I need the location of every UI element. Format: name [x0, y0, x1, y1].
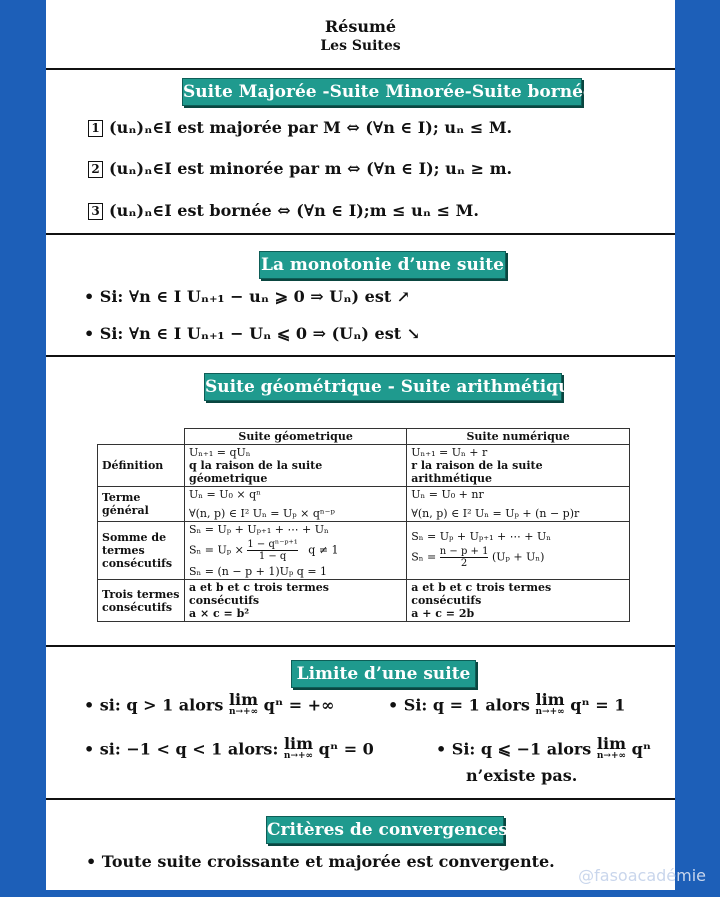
- cell-line: [189, 536, 402, 565]
- watermark: @fasoacadémie: [578, 866, 706, 885]
- bounded-item-2-text: (uₙ)ₙ∈I est minorée par m ⇔ (∀n ∈ I); uₙ ≥ m.: [109, 159, 513, 178]
- divider: [46, 68, 675, 70]
- table-cell: [185, 487, 407, 522]
- column-header: Suite numérique: [407, 429, 630, 445]
- sequence-table: [97, 428, 630, 622]
- denominator: 2: [460, 557, 468, 569]
- section-title-convergence: Critères de convergences: [266, 816, 504, 844]
- bounded-item-3-text: (uₙ)ₙ∈I est bornée ⇔ (∀n ∈ I);m ≤ uₙ ≤ M.: [109, 201, 479, 220]
- limit-operator: [283, 734, 314, 762]
- lim-subscript: n→+∞: [596, 751, 627, 761]
- limit-item-2: [388, 690, 626, 718]
- lim-subscript: n→+∞: [535, 707, 565, 717]
- lim-subscript: n→+∞: [283, 751, 314, 761]
- table-row: [98, 522, 630, 580]
- divider: [46, 798, 675, 800]
- fraction: [440, 546, 489, 569]
- cell-line: ∀(n, p) ∈ I² Uₙ = Uₚ × qⁿ⁻ᵖ: [189, 507, 335, 520]
- table-row: [98, 445, 630, 487]
- cell-line: a + c = 2b: [411, 607, 475, 620]
- limit-item-3: [84, 734, 374, 762]
- table-cell: [407, 580, 630, 622]
- cell-line: r la raison de la suite arithmétique: [411, 459, 543, 485]
- lim-word: lim: [535, 690, 565, 709]
- page-title: Résumé: [324, 17, 397, 36]
- item-number: 2: [88, 161, 103, 178]
- limit-operator: [596, 734, 627, 762]
- table-row: [98, 487, 630, 522]
- table-cell: [185, 445, 407, 487]
- formula-part: Sₙ = Uₚ ×: [189, 543, 244, 557]
- limit-result: qⁿ = +∞: [263, 695, 335, 715]
- row-header: Trois termes consécutifs: [98, 580, 185, 622]
- cell-line: ∀(n, p) ∈ I² Uₙ = Uₚ + (n − p)r: [411, 507, 580, 520]
- limit-item-4: [436, 734, 652, 762]
- limit-condition: • Si: q = 1 alors: [388, 695, 530, 715]
- divider: [46, 645, 675, 647]
- bounded-item-1-text: (uₙ)ₙ∈I est majorée par M ⇔ (∀n ∈ I); uₙ ≤ M.: [109, 118, 513, 137]
- row-header: Somme de termes consécutifs: [98, 522, 185, 580]
- column-header: Suite géometrique: [185, 429, 407, 445]
- cell-line: [411, 543, 625, 572]
- numerator: 1 − qⁿ⁻ᵖ⁺¹: [247, 539, 298, 550]
- divider: [46, 233, 675, 235]
- limit-condition: • Si: q ⩽ −1 alors: [436, 739, 592, 759]
- table-cell: [407, 487, 630, 522]
- denominator: 1 − q: [258, 551, 287, 562]
- limit-condition: • si: −1 < q < 1 alors:: [84, 739, 279, 759]
- limit-result: qⁿ = 0: [318, 739, 374, 759]
- lim-word: lim: [596, 734, 626, 753]
- monotone-item-1: • Si: ∀n ∈ I Uₙ₊₁ − uₙ ⩾ 0 ⇒ Uₙ) est ↗: [84, 287, 411, 306]
- limit-item-4-note: n’existe pas.: [466, 766, 578, 785]
- convergence-item: • Toute suite croissante et majorée est convergente.: [86, 852, 555, 871]
- divider: [46, 355, 675, 357]
- section-title-bounded: Suite Majorée -Suite Minorée-Suite bornée: [182, 78, 582, 106]
- cell-line: Uₙ₊₁ = qUₙ: [189, 446, 251, 459]
- numerator: n − p + 1: [439, 545, 489, 557]
- cell-line: a et b et c trois termes consécutifs: [411, 581, 552, 607]
- lim-subscript: n→+∞: [228, 707, 259, 717]
- cell-line: a × c = b²: [189, 607, 250, 620]
- cell-line: Uₙ = U₀ × qⁿ: [189, 488, 261, 501]
- table-cell: [407, 522, 630, 580]
- item-number: 1: [88, 120, 103, 137]
- lim-word: lim: [228, 690, 259, 709]
- cell-line: Sₙ = (n − p + 1)Uₚ q = 1: [189, 565, 328, 578]
- monotone-item-2: • Si: ∀n ∈ I Uₙ₊₁ − Uₙ ⩽ 0 ⇒ (Uₙ) est ↘: [84, 324, 421, 343]
- lim-word: lim: [283, 734, 314, 753]
- cell-line: Sₙ = Uₚ + Uₚ₊₁ + ⋯ + Uₙ: [189, 523, 329, 536]
- row-header: Terme général: [98, 487, 185, 522]
- section-title-geometric: Suite géométrique - Suite arithmétique: [204, 373, 562, 401]
- item-number: 3: [88, 203, 103, 220]
- cell-line: Uₙ = U₀ + nr: [411, 488, 484, 501]
- limit-item-1: [84, 690, 335, 718]
- formula-part: q ≠ 1: [308, 543, 339, 557]
- page-subtitle: Les Suites: [320, 38, 401, 54]
- limit-operator: [535, 690, 565, 718]
- bounded-item-3: [88, 201, 479, 220]
- row-header: Définition: [98, 445, 185, 487]
- cell-line: Sₙ = Uₚ + Uₚ₊₁ + ⋯ + Uₙ: [411, 529, 551, 543]
- section-title-limit: Limite d’une suite: [291, 660, 476, 688]
- table-row: [98, 429, 630, 445]
- bounded-item-2: [88, 159, 512, 178]
- limit-condition: • si: q > 1 alors: [84, 695, 224, 715]
- table-cell: [185, 522, 407, 580]
- bounded-item-1: [88, 118, 512, 137]
- limit-result: qⁿ = 1: [570, 695, 626, 715]
- section-title-monotone: La monotonie d’une suite: [259, 251, 506, 279]
- cell-line: Uₙ₊₁ = Uₙ + r: [411, 446, 488, 459]
- cell-line: a et b et c trois termes consécutifs: [189, 581, 329, 607]
- limit-result: qⁿ: [631, 739, 652, 759]
- table-cell: [407, 445, 630, 487]
- cell-line: q la raison de la suite géometrique: [189, 459, 323, 485]
- table-row: [98, 580, 630, 622]
- table-cell: [185, 580, 407, 622]
- formula-part: Sₙ =: [411, 550, 437, 563]
- formula-part: (Uₚ + Uₙ): [491, 550, 545, 563]
- limit-operator: [228, 690, 259, 718]
- fraction: [247, 539, 297, 562]
